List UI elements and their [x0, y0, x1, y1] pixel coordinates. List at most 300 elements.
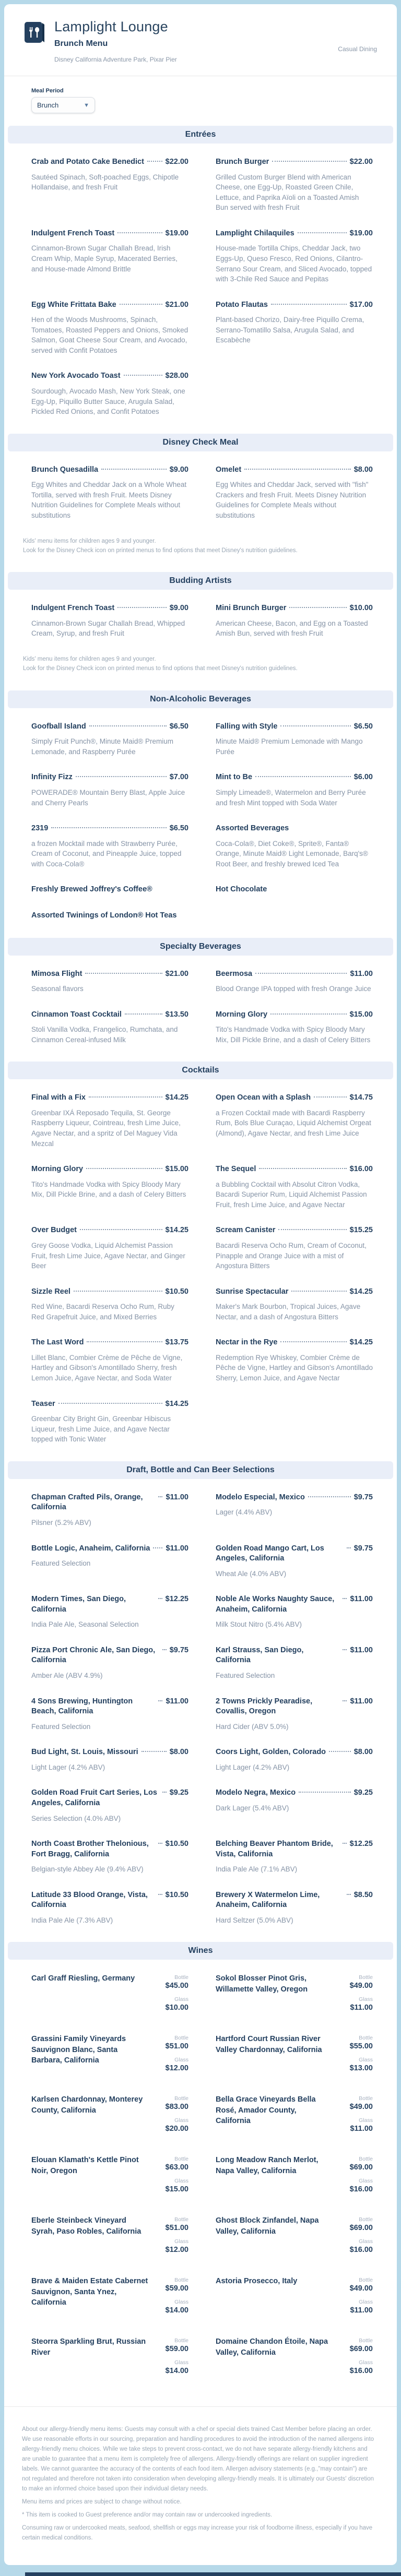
menu-item — [216, 1747, 373, 1772]
item-price: $17.00 — [349, 300, 373, 309]
item-price: $21.00 — [165, 969, 188, 978]
bottle-label: Bottle — [174, 2338, 188, 2344]
item-name: Over Budget — [31, 1226, 77, 1235]
item-leader — [244, 469, 351, 470]
glass-label: Glass — [359, 2117, 373, 2124]
item-price: $10.00 — [349, 604, 373, 613]
item-description: India Pale Ale, Seasonal Selection — [31, 1620, 139, 1629]
glass-label: Glass — [359, 1996, 373, 2003]
item-price: $15.00 — [165, 1165, 188, 1174]
item-price: $9.75 — [353, 1544, 373, 1553]
item-price: $16.00 — [349, 1165, 373, 1174]
menu-section — [4, 938, 397, 1055]
wine-prices — [340, 1973, 373, 2018]
footer-paragraph: * This item is cooked to Guest preference and/or may contain raw or undercooked ingredients. — [22, 2512, 273, 2519]
menu-item-head — [31, 229, 188, 239]
section-title: Wines — [188, 1946, 213, 1955]
menu-item-head — [31, 1594, 188, 1615]
footer-paragraph: Consuming raw or undercooked meats, seafood, shellfish or eggs may increase your risk of foodborne illness, especially if you have certain medical conditions. — [22, 2525, 373, 2542]
glass-label: Glass — [359, 2299, 373, 2306]
glass-price: $14.00 — [165, 2367, 188, 2376]
item-description: a frozen Mocktail made with Strawberry Purée, Cream of Coconut, and Pineapple Juice, topped with Coca-Cola® — [31, 839, 182, 868]
page-title: Lamplight Lounge — [54, 19, 168, 34]
menu-item-head — [31, 1093, 188, 1103]
bottle-price: $63.00 — [165, 2163, 188, 2172]
wine-item — [216, 2094, 373, 2139]
menu-item — [31, 1544, 188, 1579]
item-leader — [141, 1751, 167, 1752]
item-price: $12.25 — [165, 1595, 188, 1604]
menu-item — [31, 229, 188, 284]
section-items — [31, 465, 373, 521]
item-name: Omelet — [216, 465, 242, 474]
section-title: Disney Check Meal — [162, 437, 239, 447]
item-price: $15.00 — [349, 1010, 373, 1019]
item-price: $8.00 — [353, 1748, 373, 1757]
menu-item-head — [31, 1493, 188, 1513]
item-description: Red Wine, Bacardi Reserva Ocho Rum, Ruby Red Grapefruit Juice, and Mixed Berries — [31, 1303, 174, 1321]
menu-item — [216, 1010, 373, 1045]
item-leader — [347, 1547, 351, 1548]
item-leader — [343, 1598, 347, 1599]
item-leader — [80, 1229, 162, 1230]
item-description: India Pale Ale (7.1% ABV) — [216, 1865, 298, 1874]
item-leader — [271, 304, 347, 305]
item-description: Blood Orange IPA topped with fresh Orange Juice — [216, 985, 371, 993]
menu-item — [31, 772, 188, 808]
glass-label: Glass — [174, 2359, 188, 2366]
menu-item-head — [31, 603, 188, 614]
menu-item-head — [216, 1747, 373, 1758]
item-description: Egg Whites and Cheddar Jack on a Whole Wheat Tortilla, served with fresh Fruit. Meets Disney Nutrition Guidelines for Complete Meals without substitutions — [31, 481, 187, 519]
item-name: Coors Light, Golden, Colorado — [216, 1748, 326, 1757]
menu-item — [216, 824, 373, 869]
item-name: Freshly Brewed Joffrey's Coffee® — [31, 885, 152, 894]
item-price: $14.25 — [165, 1226, 188, 1235]
glass-price: $14.00 — [165, 2306, 188, 2315]
item-price: $9.25 — [353, 1788, 373, 1797]
bottle-label: Bottle — [174, 2156, 188, 2163]
item-description: Sourdough, Avocado Mash, New York Steak, one Egg-Up, Piquillo Butter Sauce, Arugula Salad, Pickled Red Onions, and Confit Potatoes — [31, 387, 185, 416]
menu-item-head — [31, 722, 188, 732]
wine-prices — [156, 2094, 188, 2139]
item-price: $19.00 — [165, 229, 188, 237]
item-name: Belching Beaver Phantom Bride, Vista, California — [216, 1840, 333, 1858]
wine-item — [31, 2336, 188, 2381]
bottle-price: $49.00 — [349, 1982, 373, 1990]
menu-item — [216, 229, 373, 284]
item-name: Scream Canister — [216, 1226, 276, 1235]
item-description: Maker's Mark Bourbon, Tropical Juices, Agave Nectar, and a dash of Angostura Bitters — [216, 1303, 361, 1321]
wine-name: Grassini Family Vineyards Sauvignon Blanc, Santa Barbara, California — [31, 2035, 126, 2065]
chevron-down-icon: ▼ — [84, 102, 89, 109]
menu-item-head — [31, 1164, 188, 1175]
menu-item — [216, 465, 373, 521]
menu-item-head — [216, 1093, 373, 1103]
item-name: Morning Glory — [31, 1165, 84, 1174]
bottle-label: Bottle — [359, 2277, 373, 2284]
wine-prices — [340, 2034, 373, 2079]
menu-item-head — [31, 1010, 188, 1020]
menu-item-head — [216, 722, 373, 732]
section-note: Kids' menu items for children ages 9 and younger. Look for the Disney Check icon on printed menus to find options that meet Disney's nutrition guidelines. — [23, 538, 298, 554]
wine-item — [31, 1973, 188, 2018]
menu-item-head — [31, 300, 188, 311]
menu-item-head — [216, 1645, 373, 1666]
menu-item — [31, 824, 188, 869]
item-name: Falling with Style — [216, 722, 278, 731]
item-description: Redemption Rye Whiskey, Combier Crème de Pêche de Vigne, Hartley and Gibson's Amontillado Sherry, Lemon Juice, and Agave Nectar — [216, 1353, 373, 1382]
item-description: Tito's Handmade Vodka with Spicy Bloody Mary Mix, Dill Pickle Brine, and a dash of Celery Bitters — [31, 1180, 186, 1199]
item-leader — [343, 1700, 347, 1701]
item-leader — [347, 1894, 351, 1895]
item-name: Assorted Beverages — [216, 824, 289, 833]
section-title: Cocktails — [182, 1066, 219, 1075]
location-text: Disney California Adventure Park, Pixar Pier — [54, 56, 177, 63]
item-price: $11.00 — [166, 1544, 188, 1553]
item-price: $6.50 — [169, 722, 188, 731]
dining-type-label: Casual Dining — [338, 45, 377, 53]
item-leader — [117, 232, 162, 233]
wine-item — [216, 2034, 373, 2079]
item-description: Milk Stout Nitro (5.4% ABV) — [216, 1620, 302, 1629]
wine-name: Brave & Maiden Estate Cabernet Sauvignon, Santa Ynez, California — [31, 2277, 148, 2307]
wine-prices — [156, 2215, 188, 2260]
bottle-label: Bottle — [359, 1974, 373, 1981]
menu-item-head — [216, 1788, 373, 1798]
item-name: Pizza Port Chronic Ale, San Diego, California — [31, 1645, 156, 1665]
menu-item — [216, 1645, 373, 1681]
bottle-price: $55.00 — [349, 2042, 373, 2051]
glass-label: Glass — [174, 1996, 188, 2003]
menu-section — [4, 434, 397, 565]
section-body — [4, 451, 397, 565]
menu-item — [216, 1594, 373, 1630]
item-name: Potato Flautas — [216, 300, 268, 309]
item-description: Coca-Cola®, Diet Coke®, Sprite®, Fanta® Orange, Minute Maid® Light Lemonade, Barq's® Root Beer, and freshly brewed Iced Tea — [216, 839, 368, 868]
item-name: 2 Towns Prickly Pearadise, Covallis, Oregon — [216, 1697, 313, 1716]
item-price: $11.00 — [166, 1493, 188, 1501]
menu-item — [31, 1788, 188, 1823]
wine-prices — [340, 2155, 373, 2200]
item-leader — [86, 1168, 162, 1169]
item-price: $28.00 — [165, 372, 188, 380]
item-leader — [153, 1547, 162, 1548]
item-description: Greenbar IXÁ Reposado Tequila, St. George Raspberry Liqueur, Cointreau, fresh Lime Juice, Agave Nectar, and a spritz of Del Maguey Vida Mezcal — [31, 1108, 181, 1148]
menu-item — [31, 911, 188, 921]
menu-item-head — [216, 229, 373, 239]
item-description: Wheat Ale (4.0% ABV) — [216, 1569, 287, 1578]
item-price: $14.25 — [165, 1093, 188, 1102]
bottle-label: Bottle — [174, 2277, 188, 2284]
bottle-price: $51.00 — [165, 2224, 188, 2233]
wine-prices — [156, 2155, 188, 2200]
item-name: Modelo Especial, Mexico — [216, 1493, 305, 1501]
wine-name: Long Meadow Ranch Merlot, Napa Valley, California — [216, 2156, 319, 2175]
menu-item — [216, 969, 373, 994]
section-header — [8, 1062, 393, 1079]
menu-section — [4, 1461, 397, 1935]
glass-label: Glass — [359, 2238, 373, 2245]
menu-item-head — [216, 824, 373, 834]
item-leader — [308, 1496, 351, 1497]
menu-item — [31, 1164, 188, 1210]
item-name: Karl Strauss, San Diego, California — [216, 1645, 304, 1665]
item-leader — [259, 1168, 346, 1169]
menu-item — [216, 1338, 373, 1383]
bottle-label: Bottle — [359, 2156, 373, 2163]
section-title: Specialty Beverages — [160, 941, 241, 951]
menu-item — [216, 603, 373, 639]
wine-prices — [340, 2215, 373, 2260]
item-description: Egg Whites and Cheddar Jack, served with "fish" Crackers and fresh Fruit. Meets Disney Nutrition Guidelines for Complete Meals without substitutions — [216, 481, 369, 519]
item-name: 2319 — [31, 824, 49, 833]
menu-sections — [4, 126, 397, 2391]
section-items — [31, 969, 373, 1045]
menu-item-head — [216, 969, 373, 980]
wine-item — [216, 2215, 373, 2260]
item-leader — [162, 1792, 167, 1793]
menu-item — [31, 1399, 188, 1445]
menu-subtitle: Brunch Menu — [54, 39, 108, 48]
section-title: Entrées — [185, 130, 216, 139]
wine-prices — [156, 2336, 188, 2381]
item-description: Amber Ale (ABV 4.9%) — [31, 1672, 103, 1679]
menu-item-head — [31, 1544, 188, 1554]
item-price: $9.75 — [169, 1645, 188, 1654]
menu-section — [4, 1062, 397, 1454]
item-price: $19.00 — [349, 229, 373, 237]
item-leader — [74, 1291, 162, 1292]
meal-period-block — [4, 76, 397, 118]
item-leader — [272, 161, 346, 162]
menu-section — [4, 572, 397, 683]
glass-label: Glass — [174, 2117, 188, 2124]
menu-item-head — [216, 885, 373, 895]
item-description: Pilsner (5.2% ABV) — [31, 1518, 91, 1526]
menu-item-head — [216, 1697, 373, 1717]
menu-item — [31, 1645, 188, 1681]
item-leader — [58, 1403, 162, 1404]
item-leader — [255, 973, 347, 974]
item-description: Hen of the Woods Mushrooms, Spinach, Tomatoes, Roasted Peppers and Onions, Smoked Salmon, Goat Cheese Sour Cream, and Avocado, served with Confit Potatoes — [31, 316, 188, 354]
wine-name: Karlsen Chardonnay, Monterey County, California — [31, 2095, 143, 2115]
item-name: Indulgent French Toast — [31, 229, 115, 237]
item-price: $10.50 — [165, 1840, 188, 1848]
item-leader — [87, 1341, 162, 1342]
item-description: Grilled Custom Burger Blend with American Cheese, one Egg-Up, Roasted Green Chile, Lettuce, and Paprika Aïoli on a Toasted Amish Bun served with fresh Fruit — [216, 173, 359, 212]
item-description: India Pale Ale (7.3% ABV) — [31, 1916, 113, 1924]
menu-item — [216, 157, 373, 213]
wine-item — [216, 2276, 373, 2321]
section-body — [4, 144, 397, 426]
menu-item-head — [31, 465, 188, 475]
item-price: $15.25 — [349, 1226, 373, 1235]
item-name: Chapman Crafted Pils, Orange, California — [31, 1493, 143, 1512]
menu-item-head — [216, 1544, 373, 1564]
section-header — [8, 1461, 393, 1479]
menu-item — [31, 1747, 188, 1772]
section-body — [4, 1479, 397, 1935]
glass-label: Glass — [174, 2238, 188, 2245]
item-name: Cinnamon Toast Cocktail — [31, 1010, 122, 1019]
item-name: Beermosa — [216, 969, 253, 978]
item-price: $11.00 — [350, 969, 373, 978]
bottle-price: $69.00 — [349, 2224, 373, 2233]
item-description: Minute Maid® Premium Lemonade with Mango Purée — [216, 737, 363, 756]
item-leader — [291, 1291, 346, 1292]
menu-item-head — [31, 1225, 188, 1236]
section-header — [8, 126, 393, 144]
item-name: Mimosa Flight — [31, 969, 82, 978]
menu-item-head — [216, 1225, 373, 1236]
section-note: Kids' menu items for children ages 9 and younger. Look for the Disney Check icon on printed menus to find options that meet Disney's nutrition guidelines. — [23, 655, 298, 672]
menu-item — [216, 1093, 373, 1149]
item-description: Featured Selection — [31, 1559, 91, 1568]
menu-item — [216, 772, 373, 808]
wine-name: Carl Graff Riesling, Germany — [31, 1974, 135, 1983]
wine-item — [216, 2155, 373, 2200]
glass-price: $15.00 — [165, 2185, 188, 2194]
item-leader — [289, 607, 346, 608]
footer-disclaimers — [4, 2406, 397, 2562]
item-price: $22.00 — [165, 158, 188, 166]
glass-price: $13.00 — [349, 2064, 373, 2073]
item-description: Bacardi Reserva Ocho Rum, Cream of Coconut, Pinapple and Orange Juice with a mist of Angostura Bitters — [216, 1241, 367, 1270]
item-description: Series Selection (4.0% ABV) — [31, 1814, 121, 1822]
menu-item — [216, 1839, 373, 1875]
item-price: $11.00 — [350, 1595, 373, 1604]
wine-prices — [340, 2336, 373, 2381]
item-name: Golden Road Fruit Cart Series, Los Angeles, California — [31, 1788, 157, 1807]
bottle-price: $69.00 — [349, 2163, 373, 2172]
menu-item — [216, 1788, 373, 1823]
section-items — [31, 1973, 373, 2381]
menu-item-head — [31, 1890, 188, 1911]
item-description: Lager (4.4% ABV) — [216, 1508, 273, 1517]
glass-price: $16.00 — [349, 2246, 373, 2255]
item-price: $14.25 — [349, 1287, 373, 1296]
glass-price: $20.00 — [165, 2125, 188, 2133]
menu-item-head — [216, 1164, 373, 1175]
item-description: Dark Lager (5.4% ABV) — [216, 1804, 289, 1812]
menu-item-head — [31, 772, 188, 783]
item-leader — [298, 232, 347, 233]
menu-item — [216, 1544, 373, 1579]
menu-item-head — [216, 1890, 373, 1911]
item-price: $10.50 — [165, 1287, 188, 1296]
item-description: Simply Fruit Punch®, Minute Maid® Premium Lemonade, and Raspberry Purée — [31, 737, 173, 756]
section-body — [4, 708, 397, 931]
menu-item-head — [216, 1839, 373, 1859]
wine-name: Ghost Block Zinfandel, Napa Valley, California — [216, 2216, 319, 2236]
glass-label: Glass — [359, 2359, 373, 2366]
menu-item-head — [216, 1594, 373, 1615]
bottle-label: Bottle — [174, 2095, 188, 2102]
menu-item — [31, 157, 188, 213]
item-price: $9.25 — [169, 1788, 188, 1797]
glass-price: $16.00 — [349, 2367, 373, 2376]
item-name: Morning Glory — [216, 1010, 268, 1019]
item-price: $6.00 — [353, 773, 373, 782]
bottle-label: Bottle — [174, 2216, 188, 2223]
menu-item — [31, 300, 188, 356]
menu-item — [31, 603, 188, 639]
wine-name: Astoria Prosecco, Italy — [216, 2277, 298, 2286]
wine-item — [31, 2094, 188, 2139]
item-name: The Sequel — [216, 1165, 256, 1174]
item-price: $11.00 — [350, 1645, 373, 1654]
section-title: Draft, Bottle and Can Beer Selections — [126, 1465, 275, 1474]
menu-item — [31, 1493, 188, 1528]
item-name: Crab and Potato Cake Benedict — [31, 158, 144, 166]
item-name: Lamplight Chilaquiles — [216, 229, 294, 237]
item-leader — [117, 607, 166, 608]
glass-price: $12.00 — [165, 2064, 188, 2073]
glass-price: $11.00 — [350, 2003, 373, 2012]
item-name: Goofball Island — [31, 722, 86, 731]
item-description: Light Lager (4.2% ABV) — [216, 1763, 290, 1771]
menu-section — [4, 1942, 397, 2391]
restaurant-menu-icon — [23, 21, 46, 44]
section-items — [31, 157, 373, 417]
item-name: Latitude 33 Blood Orange, Vista, California — [31, 1890, 148, 1910]
item-price: $9.00 — [169, 465, 188, 474]
menu-item-head — [31, 1839, 188, 1859]
wine-prices — [156, 2034, 188, 2079]
item-description: Plant-based Chorizo, Dairy-free Piquillo Crema, Serrano-Tomatillo Salsa, Arugula Salad, and Escabèche — [216, 316, 364, 344]
item-description: POWERADE® Mountain Berry Blast, Apple Juice and Cherry Pearls — [31, 789, 185, 807]
menu-item-head — [31, 1788, 188, 1808]
wine-name: Elouan Klamath's Kettle Pinot Noir, Oregon — [31, 2156, 139, 2175]
meal-period-dropdown[interactable] — [31, 97, 95, 113]
bottom-bar — [25, 2572, 401, 2576]
bottle-price: $51.00 — [165, 2042, 188, 2051]
bottle-price: $69.00 — [349, 2345, 373, 2354]
item-description: Hard Cider (ABV 5.0%) — [216, 1722, 289, 1731]
menu-item-head — [31, 1287, 188, 1297]
menu-item — [31, 1225, 188, 1271]
section-body — [4, 1960, 397, 2391]
wine-name: Sokol Blosser Pinot Gris, Willamette Valley, Oregon — [216, 1974, 308, 1994]
item-name: The Last Word — [31, 1338, 84, 1347]
section-items — [31, 1093, 373, 1445]
item-name: New York Avocado Toast — [31, 372, 121, 380]
item-leader — [124, 375, 162, 376]
wine-name: Steorra Sparkling Brut, Russian River — [31, 2338, 146, 2357]
bottle-label: Bottle — [174, 1974, 188, 1981]
section-body — [4, 956, 397, 1055]
menu-item-head — [31, 1697, 188, 1717]
item-price: $10.50 — [165, 1890, 188, 1899]
item-price: $8.00 — [169, 1748, 188, 1757]
menu-item-head — [31, 157, 188, 168]
menu-item — [31, 1890, 188, 1926]
item-leader — [125, 1013, 162, 1015]
menu-item-head — [216, 772, 373, 783]
section-title: Non-Alcoholic Beverages — [150, 694, 251, 703]
meal-period-value: Brunch — [37, 101, 59, 109]
item-name: North Coast Brother Thelonious, Fort Bragg, California — [31, 1840, 149, 1858]
section-header — [8, 1942, 393, 1960]
item-price: $6.50 — [353, 722, 373, 731]
item-name: Sunrise Spectacular — [216, 1287, 289, 1296]
section-items — [31, 722, 373, 921]
section-body — [4, 1079, 397, 1454]
menu-item — [216, 300, 373, 356]
menu-header — [4, 4, 397, 73]
wine-name: Eberle Steinbeck Vineyard Syrah, Paso Robles, California — [31, 2216, 141, 2236]
